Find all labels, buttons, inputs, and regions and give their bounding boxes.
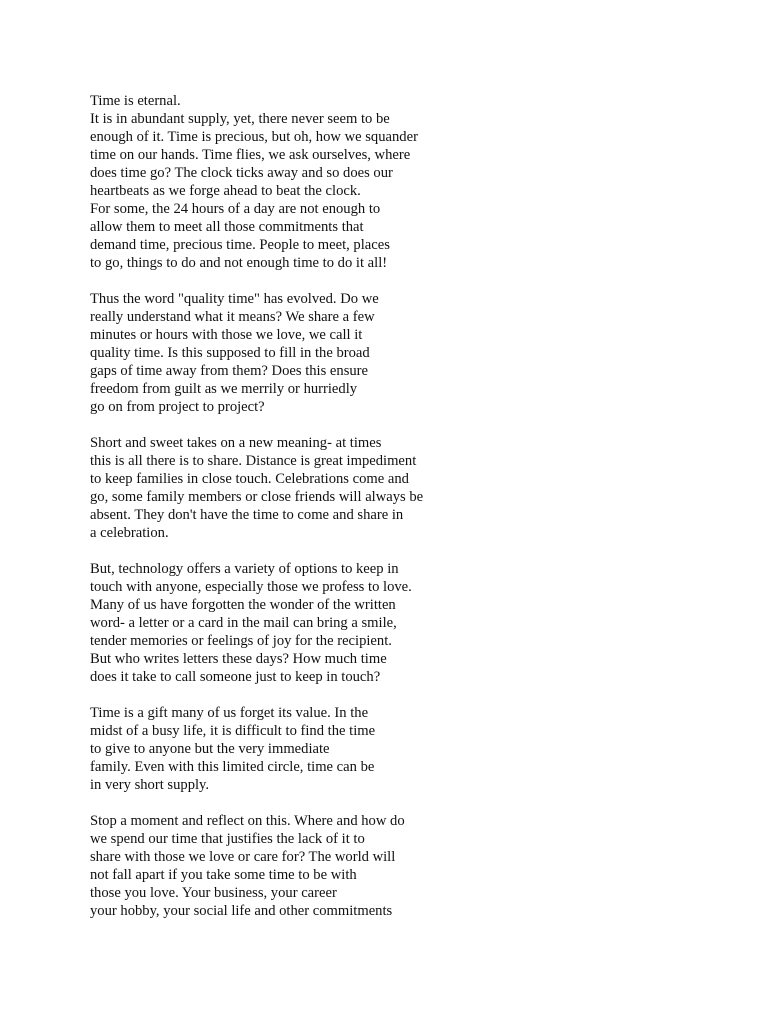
text-line: to go, things to do and not enough time to do it all! — [90, 255, 388, 271]
text-line: midst of a busy life, it is difficult to find the time — [90, 723, 376, 739]
text-line: minutes or hours with those we love, we call it — [90, 327, 363, 343]
text-line: go on from project to project? — [90, 399, 265, 415]
text-line: heartbeats as we forge ahead to beat the clock. — [90, 183, 361, 199]
text-line: does it take to call someone just to keep in touch? — [90, 669, 381, 685]
text-line: Time is eternal. — [90, 93, 181, 109]
text-line: this is all there is to share. Distance is great impediment — [90, 453, 417, 469]
text-line: For some, the 24 hours of a day are not enough to — [90, 201, 381, 217]
text-line: to keep families in close touch. Celebrations come and — [90, 471, 409, 487]
text-line: share with those we love or care for? The world will — [90, 849, 396, 865]
text-line: really understand what it means? We share a few — [90, 309, 375, 325]
paragraph — [90, 290, 750, 416]
text-line: demand time, precious time. People to meet, places — [90, 237, 390, 253]
text-line: time on our hands. Time flies, we ask ourselves, where — [90, 147, 411, 163]
text-line: to give to anyone but the very immediate — [90, 741, 330, 757]
paragraph — [90, 704, 750, 794]
text-line: quality time. Is this supposed to fill in the broad — [90, 345, 370, 361]
text-line: absent. They don't have the time to come and share in — [90, 507, 404, 523]
paragraph — [90, 92, 750, 272]
text-line: It is in abundant supply, yet, there never seem to be — [90, 111, 390, 127]
text-line: not fall apart if you take some time to be with — [90, 867, 357, 883]
paragraph — [90, 560, 750, 686]
text-line: enough of it. Time is precious, but oh, how we squander — [90, 129, 418, 145]
text-line: Time is a gift many of us forget its value. In the — [90, 705, 369, 721]
text-line: But, technology offers a variety of options to keep in — [90, 561, 399, 577]
text-line: family. Even with this limited circle, time can be — [90, 759, 375, 775]
text-line: tender memories or feelings of joy for the recipient. — [90, 633, 392, 649]
text-line: in very short supply. — [90, 777, 210, 793]
text-line: Stop a moment and reflect on this. Where and how do — [90, 813, 405, 829]
text-line: does time go? The clock ticks away and so does our — [90, 165, 393, 181]
text-line: Many of us have forgotten the wonder of the written — [90, 597, 396, 613]
text-line: gaps of time away from them? Does this ensure — [90, 363, 369, 379]
text-line: go, some family members or close friends will always be — [90, 489, 424, 505]
text-line: allow them to meet all those commitments that — [90, 219, 364, 235]
text-line: freedom from guilt as we merrily or hurriedly — [90, 381, 358, 397]
text-line: those you love. Your business, your career — [90, 885, 337, 901]
text-line: touch with anyone, especially those we profess to love. — [90, 579, 412, 595]
paragraph — [90, 434, 750, 542]
text-line: But who writes letters these days? How much time — [90, 651, 387, 667]
text-line: Short and sweet takes on a new meaning- at times — [90, 435, 382, 451]
text-line: word- a letter or a card in the mail can bring a smile, — [90, 615, 397, 631]
text-line: your hobby, your social life and other commitments — [90, 903, 393, 919]
paragraph — [90, 812, 750, 920]
text-line: a celebration. — [90, 525, 169, 541]
text-line: Thus the word "quality time" has evolved. Do we — [90, 291, 379, 307]
text-line: we spend our time that justifies the lack of it to — [90, 831, 365, 847]
document-body — [90, 92, 750, 938]
